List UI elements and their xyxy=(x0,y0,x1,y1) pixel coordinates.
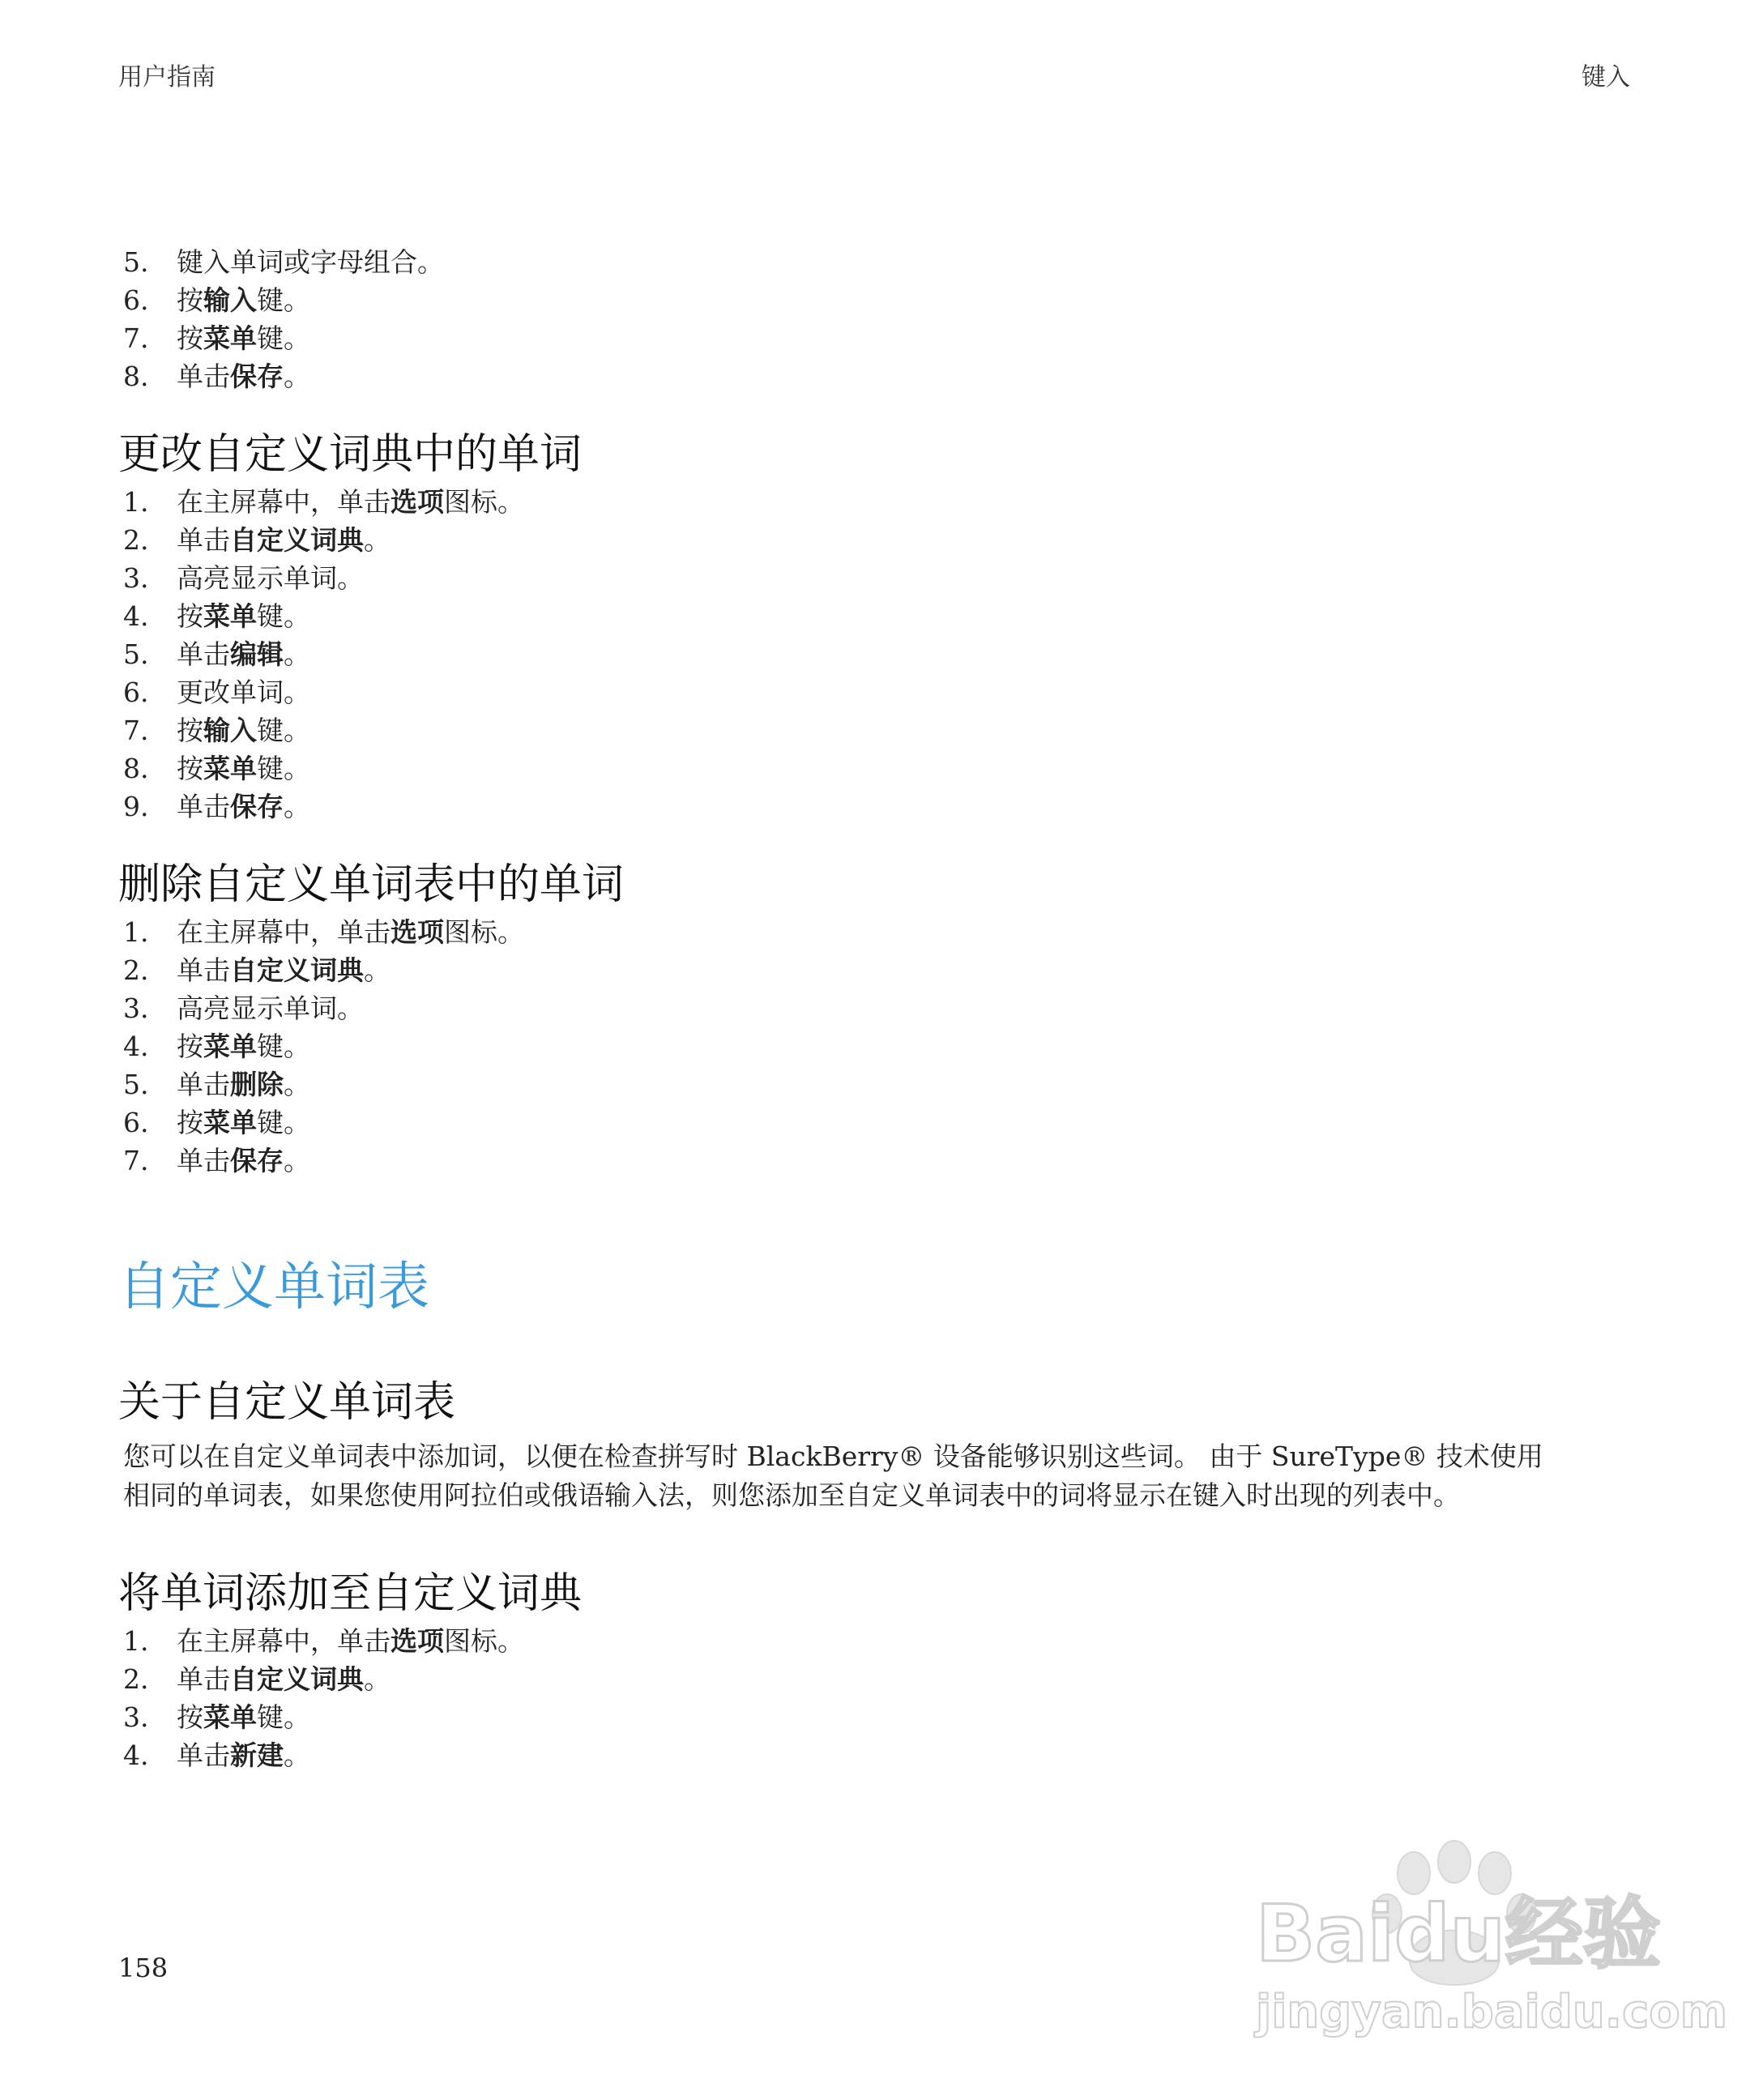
step-ui-term: 保存 xyxy=(230,791,284,822)
step-text: 按 xyxy=(177,1031,203,1062)
step-text: 按 xyxy=(177,1701,203,1733)
step-item xyxy=(118,788,1641,826)
change-word-steps xyxy=(118,483,1641,826)
about-line-2: 相同的单词表，如果您使用阿拉伯或俄语输入法，则您添加至自定义单词表中的词将显示在键入时出现的列表中。 xyxy=(123,1479,1460,1511)
step-number: 3. xyxy=(123,992,149,1024)
step-number: 2. xyxy=(123,1663,149,1695)
step-text: 在主屏幕中，单击 xyxy=(177,916,391,948)
step-text-suffix: 。 xyxy=(284,638,310,670)
step-number: 7. xyxy=(123,322,149,354)
add-word-steps xyxy=(118,1622,1641,1774)
step-text-suffix: 。 xyxy=(364,524,391,556)
step-item xyxy=(118,597,1641,635)
chapter-title: 自定义单词表 xyxy=(118,1257,429,1317)
step-item xyxy=(118,319,1641,357)
step-text-suffix: 。 xyxy=(284,361,310,392)
step-text: 键入单词或字母组合。 xyxy=(177,246,444,278)
step-item xyxy=(118,1622,1641,1660)
step-item xyxy=(118,1142,1641,1180)
step-number: 6. xyxy=(123,1107,149,1138)
step-ui-term: 自定义词典 xyxy=(230,1663,364,1695)
step-item xyxy=(118,243,1641,281)
step-item xyxy=(118,1065,1641,1103)
step-number: 6. xyxy=(123,284,149,316)
step-number: 5. xyxy=(123,638,149,670)
step-text: 单击 xyxy=(177,524,230,556)
step-text: 单击 xyxy=(177,1069,230,1100)
step-ui-term: 选项 xyxy=(391,486,444,518)
step-item xyxy=(118,281,1641,319)
step-item xyxy=(118,711,1641,749)
step-number: 2. xyxy=(123,524,149,556)
step-text: 单击 xyxy=(177,1663,230,1695)
step-ui-term: 保存 xyxy=(230,361,284,392)
step-ui-term: 输入 xyxy=(203,715,257,746)
step-ui-term: 输入 xyxy=(203,284,257,316)
step-item xyxy=(118,1103,1641,1142)
step-ui-term: 新建 xyxy=(230,1739,284,1771)
step-number: 5. xyxy=(123,246,149,278)
watermark-logo-text: Baidu经验 xyxy=(1256,1889,1661,1979)
step-text: 按 xyxy=(177,284,203,316)
step-number: 8. xyxy=(123,753,149,784)
step-text: 单击 xyxy=(177,791,230,822)
step-text: 高亮显示单词。 xyxy=(177,562,364,594)
step-text: 单击 xyxy=(177,638,230,670)
section-title-add-word: 将单词添加至自定义词典 xyxy=(118,1569,583,1618)
step-text: 单击 xyxy=(177,1739,230,1771)
step-text-suffix: 图标。 xyxy=(444,1625,524,1657)
step-text: 按 xyxy=(177,1107,203,1138)
page-number: 158 xyxy=(118,1953,169,1983)
step-ui-term: 菜单 xyxy=(203,1107,257,1138)
step-item xyxy=(118,635,1641,673)
step-ui-term: 编辑 xyxy=(230,638,284,670)
step-text-suffix: 键。 xyxy=(257,715,310,746)
step-text-suffix: 键。 xyxy=(257,322,310,354)
step-text: 按 xyxy=(177,753,203,784)
step-item xyxy=(118,483,1641,521)
step-item xyxy=(118,521,1641,559)
step-number: 4. xyxy=(123,1031,149,1062)
step-text: 在主屏幕中，单击 xyxy=(177,486,391,518)
step-ui-term: 自定义词典 xyxy=(230,954,364,986)
about-line-1: 您可以在自定义单词表中添加词，以便在检查拼写时 BlackBerry® 设备能够识别这些词。 由于 SureType® 技术使用 xyxy=(123,1441,1543,1472)
running-header-right: 键入 xyxy=(1581,63,1630,92)
step-ui-term: 菜单 xyxy=(203,322,257,354)
about-paragraph xyxy=(118,1437,1646,1515)
step-text-suffix: 。 xyxy=(284,1145,310,1176)
step-number: 3. xyxy=(123,1701,149,1733)
step-item xyxy=(118,1660,1641,1698)
step-item xyxy=(118,951,1641,989)
step-item xyxy=(118,989,1641,1027)
step-ui-term: 删除 xyxy=(230,1069,284,1100)
baidu-jingyan-watermark xyxy=(1248,1839,1728,2050)
step-item xyxy=(118,913,1641,951)
step-number: 9. xyxy=(123,791,149,822)
step-text-suffix: 。 xyxy=(364,954,391,986)
step-text-suffix: 。 xyxy=(284,1069,310,1100)
step-number: 6. xyxy=(123,677,149,708)
step-text-suffix: 图标。 xyxy=(444,486,524,518)
step-number: 5. xyxy=(123,1069,149,1100)
step-text-suffix: 键。 xyxy=(257,1701,310,1733)
step-text: 在主屏幕中，单击 xyxy=(177,1625,391,1657)
step-item xyxy=(118,673,1641,711)
running-header-left: 用户指南 xyxy=(118,63,216,92)
step-text: 单击 xyxy=(177,361,230,392)
step-item xyxy=(118,1698,1641,1736)
step-number: 7. xyxy=(123,1145,149,1176)
step-text-suffix: 键。 xyxy=(257,1031,310,1062)
step-text: 按 xyxy=(177,600,203,632)
step-item xyxy=(118,749,1641,788)
step-text-suffix: 图标。 xyxy=(444,916,524,948)
section-title-delete-word: 删除自定义单词表中的单词 xyxy=(118,860,625,909)
step-ui-term: 菜单 xyxy=(203,753,257,784)
step-text: 高亮显示单词。 xyxy=(177,992,364,1024)
step-item xyxy=(118,357,1641,395)
step-text-suffix: 。 xyxy=(364,1663,391,1695)
step-text-suffix: 。 xyxy=(284,1739,310,1771)
step-number: 1. xyxy=(123,1625,149,1657)
step-text-suffix: 。 xyxy=(284,791,310,822)
step-text: 更改单词。 xyxy=(177,677,310,708)
delete-word-steps xyxy=(118,913,1641,1180)
step-text: 单击 xyxy=(177,1145,230,1176)
step-ui-term: 菜单 xyxy=(203,1031,257,1062)
step-text-suffix: 键。 xyxy=(257,284,310,316)
step-number: 8. xyxy=(123,361,149,392)
step-text: 单击 xyxy=(177,954,230,986)
step-text-suffix: 键。 xyxy=(257,753,310,784)
step-ui-term: 菜单 xyxy=(203,1701,257,1733)
step-number: 1. xyxy=(123,486,149,518)
step-text: 按 xyxy=(177,322,203,354)
step-number: 2. xyxy=(123,954,149,986)
step-text-suffix: 键。 xyxy=(257,1107,310,1138)
step-item xyxy=(118,559,1641,597)
step-ui-term: 自定义词典 xyxy=(230,524,364,556)
section-title-change-word: 更改自定义词典中的单词 xyxy=(118,430,583,479)
step-ui-term: 保存 xyxy=(230,1145,284,1176)
step-number: 3. xyxy=(123,562,149,594)
step-number: 4. xyxy=(123,1739,149,1771)
step-ui-term: 选项 xyxy=(391,1625,444,1657)
step-item xyxy=(118,1736,1641,1774)
step-ui-term: 选项 xyxy=(391,916,444,948)
watermark-url-text: jingyan.baidu.com xyxy=(1256,1986,1728,2038)
step-text: 按 xyxy=(177,715,203,746)
step-number: 1. xyxy=(123,916,149,948)
step-number: 4. xyxy=(123,600,149,632)
section-title-about: 关于自定义单词表 xyxy=(118,1378,456,1427)
intro-steps xyxy=(118,243,1641,395)
step-item xyxy=(118,1027,1641,1065)
page-content xyxy=(118,243,1641,1774)
step-text-suffix: 键。 xyxy=(257,600,310,632)
step-number: 7. xyxy=(123,715,149,746)
step-ui-term: 菜单 xyxy=(203,600,257,632)
